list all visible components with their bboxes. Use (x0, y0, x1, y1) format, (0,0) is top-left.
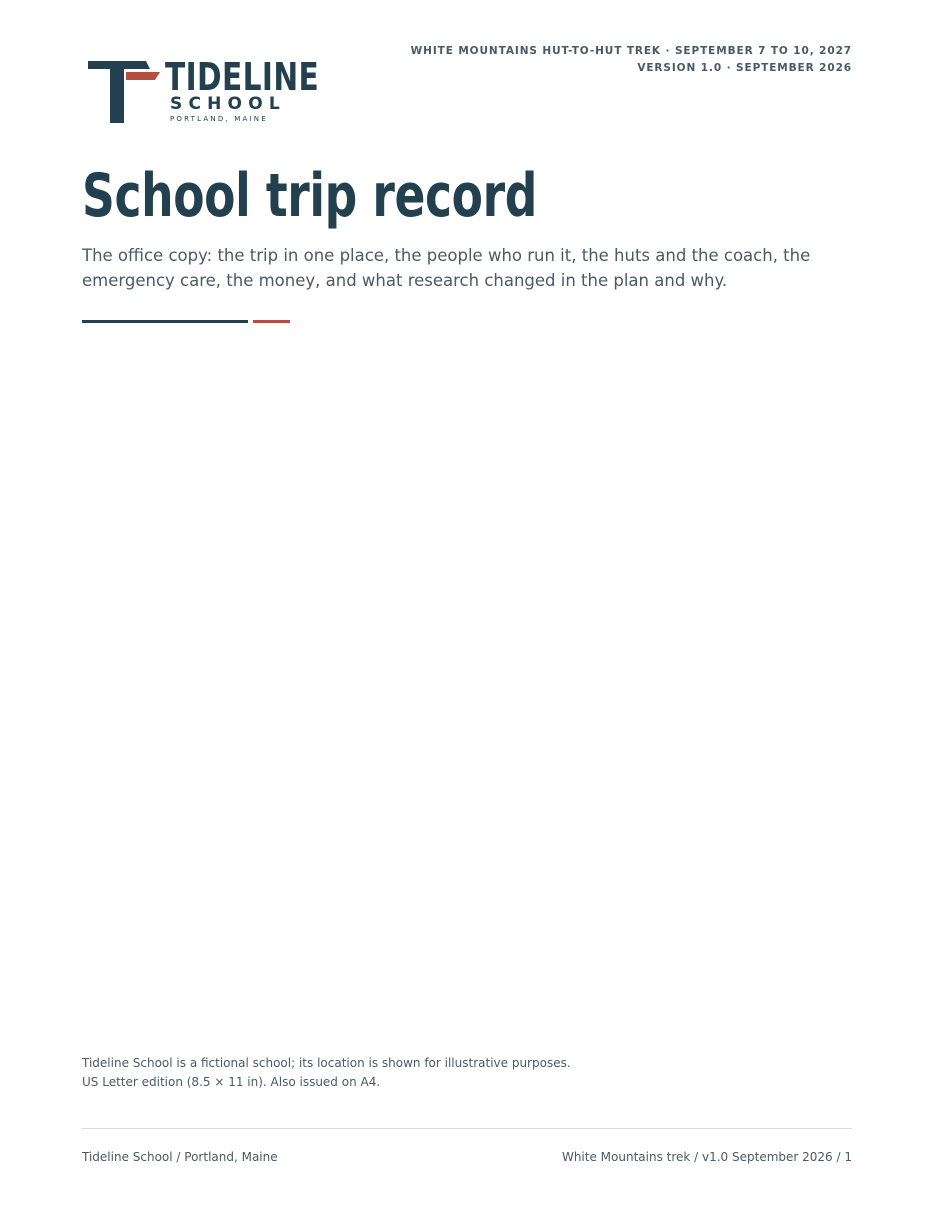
edition-info: US Letter edition (8.5 × 11 in). Also issued on A4. (82, 1075, 381, 1089)
title-rule-red (253, 320, 290, 323)
title-rule-navy (82, 320, 248, 323)
header-meta (411, 43, 852, 77)
school-logo (88, 55, 320, 129)
tideline-t-icon (88, 59, 162, 125)
logo-subtitle: SCHOOL (170, 94, 286, 114)
edition-note (82, 1054, 571, 1092)
footer-left: Tideline School / Portland, Maine (82, 1150, 278, 1164)
header-trip-line: WHITE MOUNTAINS HUT-TO-HUT TREK · SEPTEMBER 7 TO 10, 2027 (410, 45, 852, 57)
page-title: School trip record (82, 161, 538, 231)
page-subtitle: The office copy: the trip in one place, the people who run it, the huts and the coach, the emergency care, the money, and what research changed in the plan and why. (82, 246, 811, 290)
logo-wordmark: TIDELINE (165, 55, 320, 99)
footer-right: White Mountains trek / v1.0 September 2026 / 1 (561, 1150, 852, 1164)
fictional-disclaimer: Tideline School is a fictional school; its location is shown for illustrative purposes. (82, 1056, 571, 1070)
logo-location: PORTLAND, MAINE (170, 115, 268, 123)
header-version-line: VERSION 1.0 · SEPTEMBER 2026 (637, 62, 852, 74)
footer-divider (82, 1128, 852, 1129)
